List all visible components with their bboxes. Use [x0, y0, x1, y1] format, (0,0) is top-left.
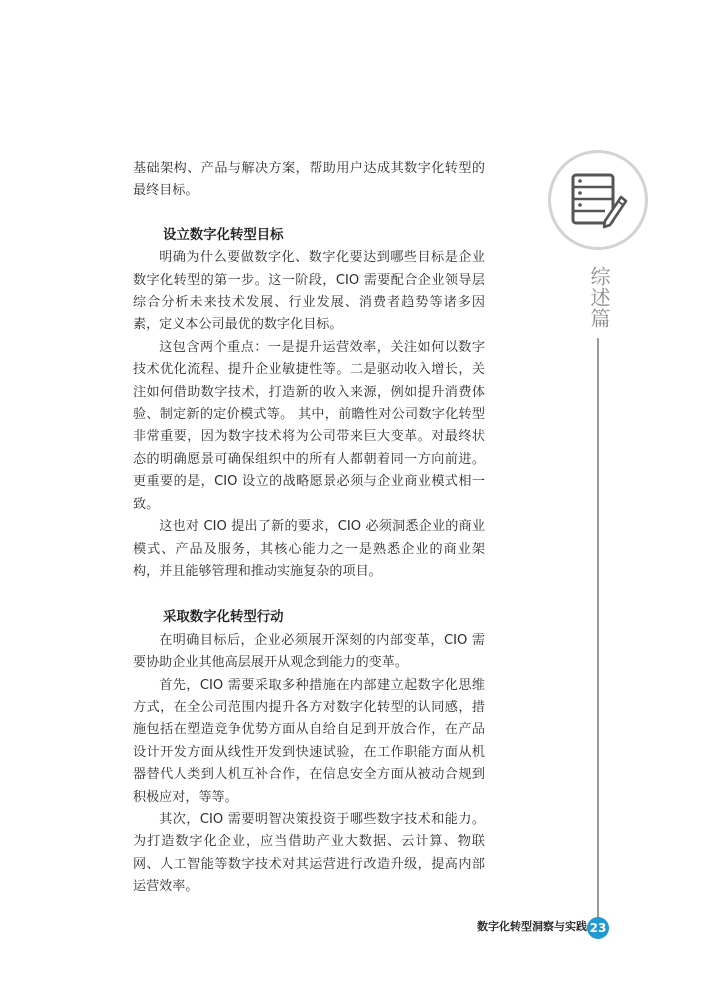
vertical-rule — [597, 338, 599, 920]
section-emblem — [548, 150, 648, 250]
document-edit-icon — [565, 167, 631, 233]
body-text — [133, 158, 485, 899]
paragraph: 这也对 CIO 提出了新的要求，CIO 必须洞悉企业的商业模式、产品及服务，其核心能力之一是熟悉企业的商业架构，并且能够管理和推动实施复杂的项目。 — [133, 519, 485, 579]
intro-paragraph: 基础架构、产品与解决方案，帮助用户达成其数字化转型的最终目标。 — [133, 161, 485, 199]
paragraph: 这包含两个重点：一是提升运营效率，关注如何以数字技术优化流程、提升企业敏捷性等。二是驱动收入增长，关注如何借助数字技术，打造新的收入来源，例如提升消费体验、制定新的定价模式等。 其中，前瞻性对公司数字化转型非常重要，因为数字技术将为公司带来巨大变革。对最终状态的明确愿景可确保组织中的所有人都朝着同一方向前进。更重要的是，CIO 设立的战略愿景必须与企业商业模式相一致。 — [133, 339, 485, 512]
section-label: 综述篇 — [587, 266, 611, 329]
section-heading-actions: 采取数字化转型行动 — [163, 610, 284, 626]
page-number-badge: 23 — [587, 917, 609, 939]
section-heading-goals: 设立数字化转型目标 — [163, 227, 284, 243]
book-title: 数字化转型洞察与实践 — [477, 920, 587, 933]
paragraph: 明确为什么要做数字化、数字化要达到哪些目标是企业数字化转型的第一步。这一阶段，CIO 需要配合企业领导层综合分析未来技术发展、行业发展、消费者趋势等诸多因素，定义本公司最优的数字化目标。 — [133, 250, 485, 333]
paragraph: 首先，CIO 需要采取多种措施在内部建立起数字化思维方式，在全公司范围内提升各方对数字化转型的认同感，措施包括在塑造竞争优势方面从自给自足到开放合作，在产品设计开发方面从线性开发到快速试验，在工作职能方面从机器替代人类到人机互补合作，在信息安全方面从被动合规到积极应对，等等。 — [133, 677, 485, 805]
paragraph: 在明确目标后，企业必须展开深刻的内部变革，CIO 需要协助企业其他高层展开从观念到能力的变革。 — [133, 632, 485, 671]
paragraph: 其次，CIO 需要明智决策投资于哪些数字技术和能力。为打造数字化企业，应当借助产业大数据、云计算、物联网、人工智能等数字技术对其运营进行改造升级，提高内部运营效率。 — [133, 811, 485, 895]
